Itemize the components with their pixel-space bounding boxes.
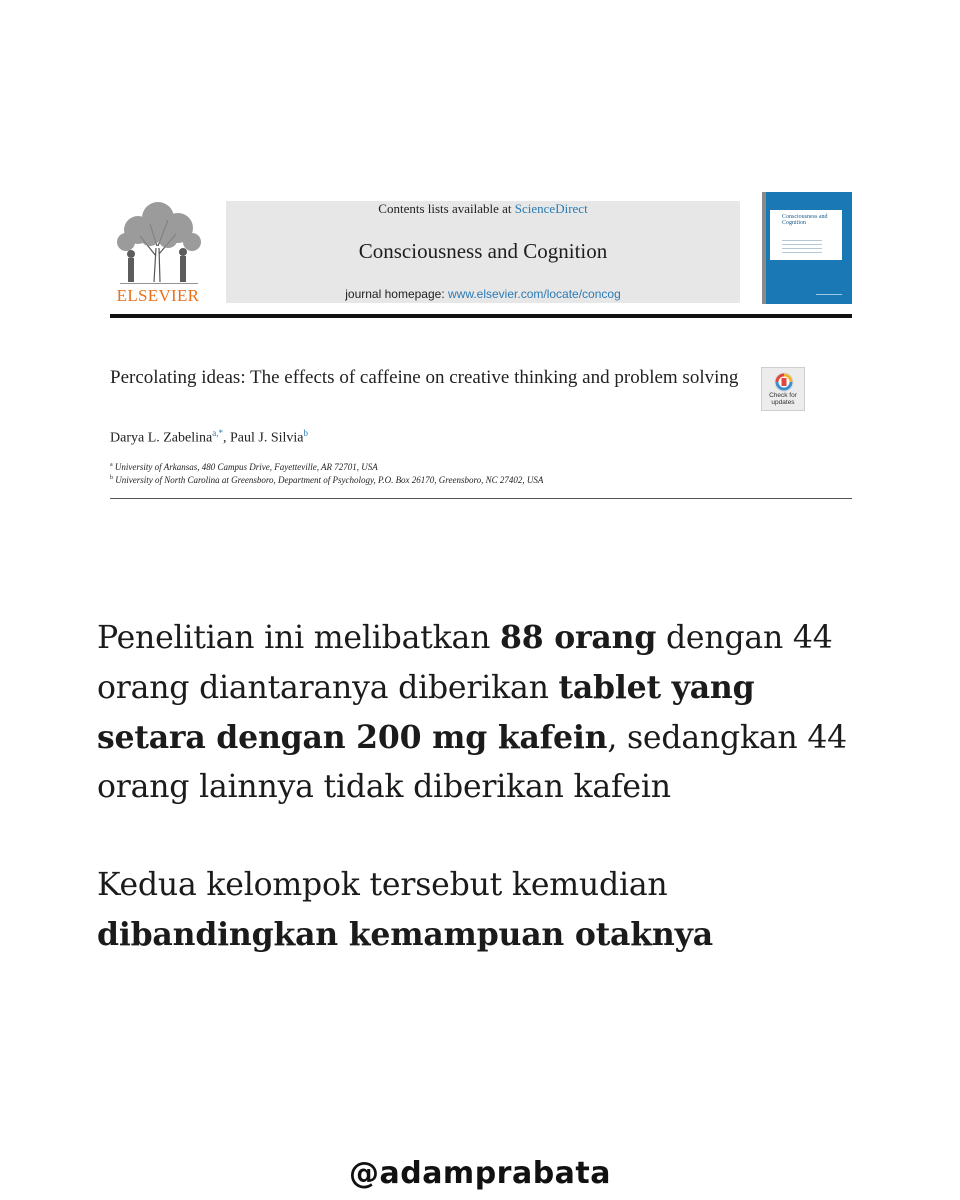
author-handle: @adamprabata bbox=[348, 1156, 612, 1191]
article-title: Percolating ideas: The effects of caffeine on creative thinking and problem solving bbox=[110, 367, 739, 388]
cover-spine bbox=[762, 192, 766, 304]
cover-title: Consciousness and Cognition bbox=[782, 214, 828, 226]
affiliation-a bbox=[110, 462, 810, 472]
journal-homepage-link[interactable]: www.elsevier.com/locate/concog bbox=[448, 287, 621, 301]
homepage-prefix: journal homepage: bbox=[345, 287, 448, 301]
check-for-updates-icon bbox=[773, 372, 795, 392]
affiliation-rule bbox=[110, 498, 852, 499]
author-1: Darya L. Zabelina bbox=[110, 430, 213, 446]
authors-line bbox=[110, 428, 710, 447]
author-1-marks: a,* bbox=[212, 428, 223, 438]
p1-bold-participants: 88 orang bbox=[500, 619, 657, 656]
paragraph-comparison bbox=[97, 861, 857, 960]
paper-header-image bbox=[0, 0, 960, 520]
sciencedirect-link[interactable]: ScienceDirect bbox=[514, 201, 588, 216]
p2-bold-comparison: dibandingkan kemampuan otaknya bbox=[97, 916, 713, 953]
author-2: Paul J. Silvia bbox=[229, 430, 304, 446]
contents-prefix: Contents lists available at bbox=[378, 201, 515, 216]
affiliation-a-text: University of Arkansas, 480 Campus Drive, Fayetteville, AR 72701, USA bbox=[114, 462, 378, 472]
check-for-updates-label bbox=[762, 392, 804, 406]
p1-bold-caffeine-dose: tablet yang setara dengan 200 mg kafein bbox=[97, 669, 755, 756]
check-label-line2: updates bbox=[771, 399, 795, 406]
affiliation-a-mark: a bbox=[110, 462, 113, 468]
homepage-line bbox=[226, 287, 740, 301]
cover-lines bbox=[782, 240, 822, 260]
journal-banner bbox=[226, 201, 740, 303]
contents-line bbox=[226, 201, 740, 217]
p1-text-c: dengan 44 orang diantaranya diberikan bbox=[97, 620, 833, 706]
affiliation-b bbox=[110, 475, 810, 485]
header-rule bbox=[110, 314, 852, 318]
check-label-line1: Check for bbox=[769, 392, 797, 399]
elsevier-tree-icon bbox=[110, 196, 206, 284]
affiliation-b-mark: b bbox=[110, 475, 113, 481]
author-2-marks: b bbox=[303, 428, 308, 438]
cover-footer-line bbox=[816, 294, 842, 295]
journal-cover bbox=[762, 192, 852, 304]
elsevier-wordmark: ELSEVIER bbox=[116, 286, 200, 305]
check-for-updates-badge[interactable] bbox=[761, 367, 805, 411]
p1-text-e: , sedangkan 44 orang lainnya tidak diberikan kafein bbox=[97, 720, 848, 805]
author-separator: , bbox=[222, 430, 230, 446]
p2-text-a: Kedua kelompok tersebut kemudian bbox=[97, 867, 668, 903]
paragraph-study-design bbox=[97, 613, 857, 812]
journal-name: Consciousness and Cognition bbox=[358, 239, 608, 263]
elsevier-logo bbox=[108, 196, 208, 308]
p1-text-a: Penelitian ini melibatkan bbox=[97, 620, 500, 656]
affiliation-b-text: University of North Carolina at Greensboro, Department of Psychology, P.O. Box 26170, Greensboro, NC 27402, USA bbox=[115, 475, 544, 485]
body-text bbox=[97, 613, 857, 960]
